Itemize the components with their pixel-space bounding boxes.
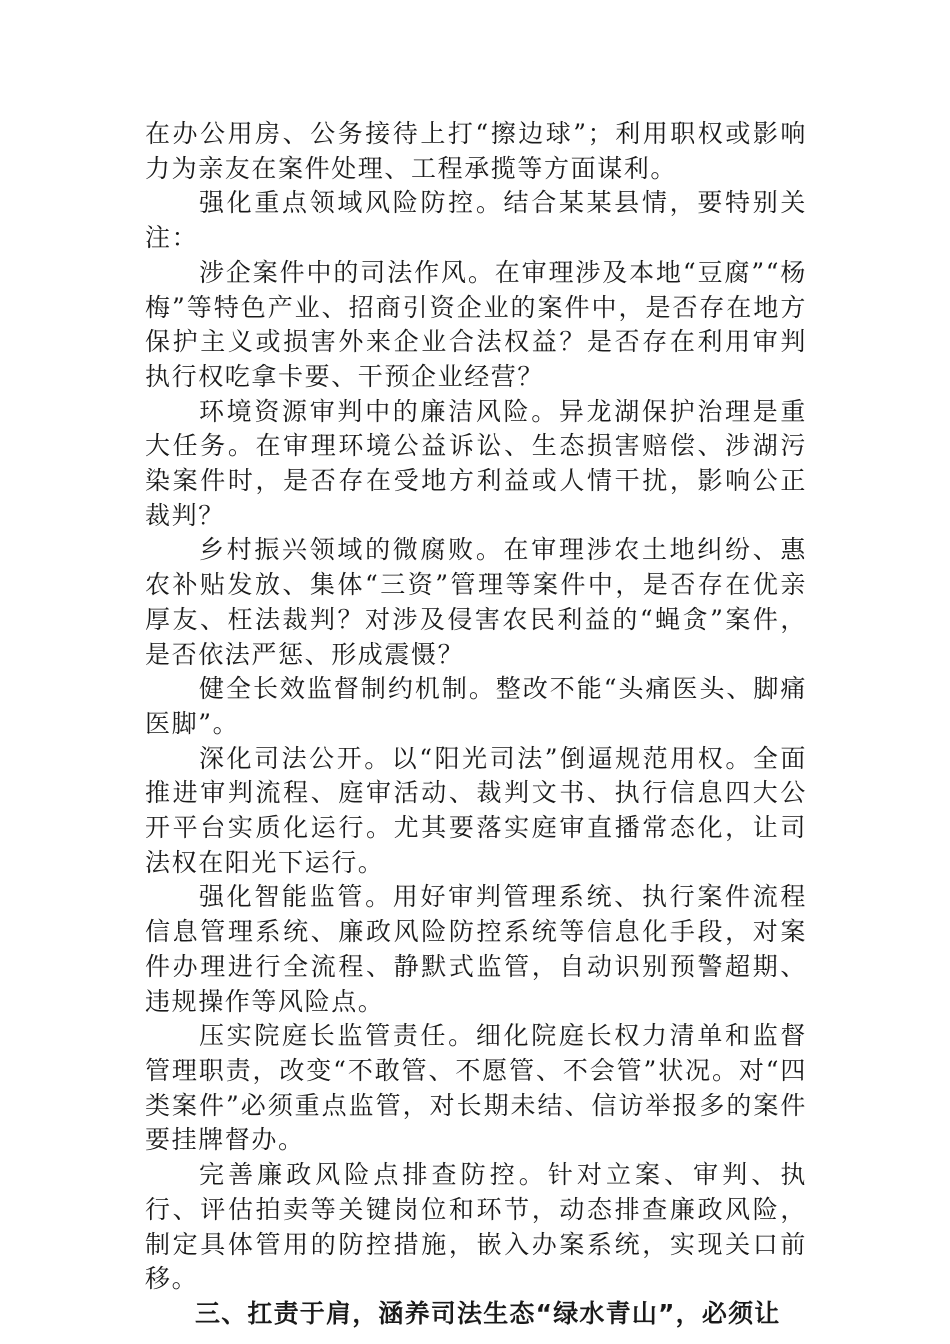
paragraph-court-leader-responsibility: 压实院庭长监管责任。细化院庭长权力清单和监督管理职责，改变“不敢管、不愿管、不会管”状况。对“四类案件”必须重点监管，对长期未结、信访举报多的案件要挂牌督办。 xyxy=(145,1021,807,1155)
paragraph-enterprise-cases: 涉企案件中的司法作风。在审理涉及本地“豆腐”“杨梅”等特色产业、招商引资企业的案件中，是否存在地方保护主义或损害外来企业合法权益？是否存在利用审判执行权吃拿卡要、干预企业经营？ xyxy=(145,257,807,391)
paragraph-judicial-openness: 深化司法公开。以“阳光司法”倒逼规范用权。全面推进审判流程、庭审活动、裁判文书、执行信息四大公开平台实质化运行。尤其要落实庭审直播常态化，让司法权在阳光下运行。 xyxy=(145,743,807,877)
section-heading: 三、扛责于肩，涵养司法生态“绿水青山”，必须让 xyxy=(195,1298,781,1328)
document-body xyxy=(145,117,807,1332)
paragraph-smart-supervision: 强化智能监管。用好审判管理系统、执行案件流程信息管理系统、廉政风险防控系统等信息化手段，对案件办理进行全流程、静默式监管，自动识别预警超期、违规操作等风险点。 xyxy=(145,882,807,1016)
paragraph-risk-prevention: 强化重点领域风险防控。结合某某县情，要特别关注： xyxy=(145,188,807,253)
paragraph-continuation: 在办公用房、公务接待上打“擦边球”；利用职权或影响力为亲友在案件处理、工程承揽等方面谋利。 xyxy=(145,119,807,183)
paragraph-supervision-mechanism: 健全长效监督制约机制。整改不能“头痛医头、脚痛医脚”。 xyxy=(145,674,807,738)
paragraph-environment-cases: 环境资源审判中的廉洁风险。异龙湖保护治理是重大任务。在审理环境公益诉讼、生态损害赔偿、涉湖污染案件时，是否存在受地方利益或人情干扰，影响公正裁判？ xyxy=(145,396,807,530)
paragraph-rural-revitalization: 乡村振兴领域的微腐败。在审理涉农土地纠纷、惠农补贴发放、集体“三资”管理等案件中，是否存在优亲厚友、枉法裁判？对涉及侵害农民利益的“蝇贪”案件，是否依法严惩、形成震慑？ xyxy=(145,535,807,669)
paragraph-risk-screening: 完善廉政风险点排查防控。针对立案、审判、执行、评估拍卖等关键岗位和环节，动态排查廉政风险，制定具体管用的防控措施，嵌入办案系统，实现关口前移。 xyxy=(145,1160,807,1294)
